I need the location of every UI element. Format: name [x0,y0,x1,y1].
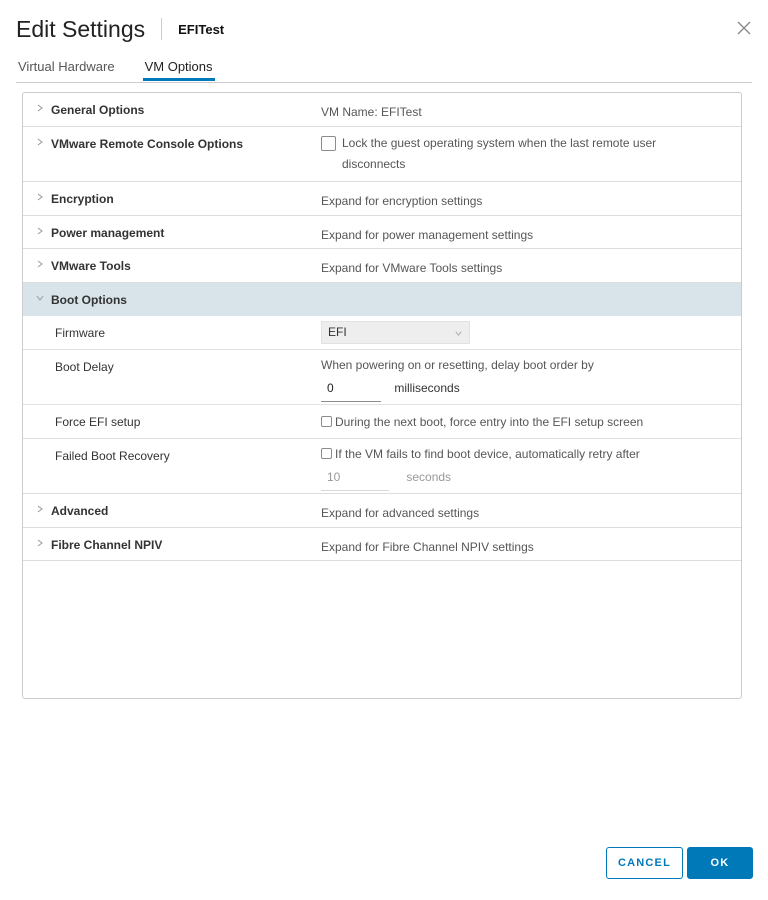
row-force-efi-setup [23,405,741,439]
fibre-channel-npiv-label: Fibre Channel NPIV [51,538,163,552]
boot-delay-label: Boot Delay [55,360,114,374]
row-vmware-tools[interactable] [23,249,741,283]
force-efi-label: Force EFI setup [55,415,141,429]
power-management-label: Power management [51,226,165,240]
firmware-select[interactable] [321,321,470,344]
chevron-right-icon[interactable] [35,137,45,147]
firmware-select-value: EFI [328,325,347,339]
encryption-value: Expand for encryption settings [321,194,483,208]
cancel-button[interactable]: CANCEL [606,847,683,879]
firmware-label: Firmware [55,326,105,340]
general-options-value: VM Name: EFITest [321,105,422,119]
boot-delay-text: When powering on or resetting, delay boot order by [321,358,594,372]
boot-delay-unit: milliseconds [394,381,460,395]
title-divider [161,18,162,40]
vm-name-label: EFITest [178,21,225,37]
row-boot-options[interactable] [23,283,741,316]
row-power-management[interactable] [23,216,741,249]
row-boot-delay [23,350,741,405]
boot-options-label: Boot Options [51,293,127,307]
chevron-down-icon [454,329,463,338]
failed-boot-recovery-content [321,444,640,491]
force-efi-checkbox[interactable] [321,416,332,427]
tab-vm-options[interactable]: VM Options [143,58,215,81]
failed-boot-recovery-text: If the VM fails to find boot device, automatically retry after [335,447,640,461]
row-advanced[interactable] [23,494,741,528]
retry-seconds-unit: seconds [406,470,452,484]
force-efi-content [321,415,643,429]
force-efi-text: During the next boot, force entry into the EFI setup screen [335,415,644,429]
settings-stack-view [22,92,742,699]
encryption-label: Encryption [51,192,114,206]
row-encryption[interactable] [23,182,741,216]
vmware-tools-label: VMware Tools [51,259,131,273]
row-failed-boot-recovery [23,439,741,494]
failed-boot-recovery-label: Failed Boot Recovery [55,449,170,463]
vmrc-options-text [342,133,656,175]
boot-delay-input[interactable]: 0 [321,377,381,402]
failed-boot-recovery-checkbox[interactable] [321,448,332,459]
vmrc-options-label: VMware Remote Console Options [51,137,244,151]
dialog-title: Edit Settings [16,15,146,42]
tab-bar [16,58,752,83]
row-vmrc-options[interactable] [23,127,741,182]
close-icon[interactable] [734,18,754,38]
boot-delay-content [321,355,594,402]
chevron-right-icon[interactable] [35,538,45,548]
chevron-right-icon[interactable] [35,259,45,269]
chevron-right-icon[interactable] [35,103,45,113]
row-general-options[interactable] [23,93,741,127]
dialog-header [16,14,224,44]
vmware-tools-value: Expand for VMware Tools settings [321,261,503,275]
retry-seconds-input[interactable]: 10 [321,466,389,491]
chevron-right-icon[interactable] [35,504,45,514]
fibre-channel-npiv-value: Expand for Fibre Channel NPIV settings [321,540,534,554]
chevron-right-icon[interactable] [35,226,45,236]
vmrc-text-line2: disconnects [342,157,406,171]
chevron-right-icon[interactable] [35,192,45,202]
advanced-value: Expand for advanced settings [321,506,480,520]
advanced-label: Advanced [51,504,109,518]
power-management-value: Expand for power management settings [321,228,534,242]
chevron-down-icon[interactable] [35,293,45,303]
vmrc-text-line1: Lock the guest operating system when the last remote user [342,136,657,150]
general-options-label: General Options [51,103,145,117]
ok-button[interactable]: OK [687,847,753,879]
row-firmware [23,316,741,350]
lock-guest-checkbox[interactable] [321,136,336,151]
tab-virtual-hardware[interactable]: Virtual Hardware [18,59,115,74]
row-fibre-channel-npiv[interactable] [23,528,741,561]
